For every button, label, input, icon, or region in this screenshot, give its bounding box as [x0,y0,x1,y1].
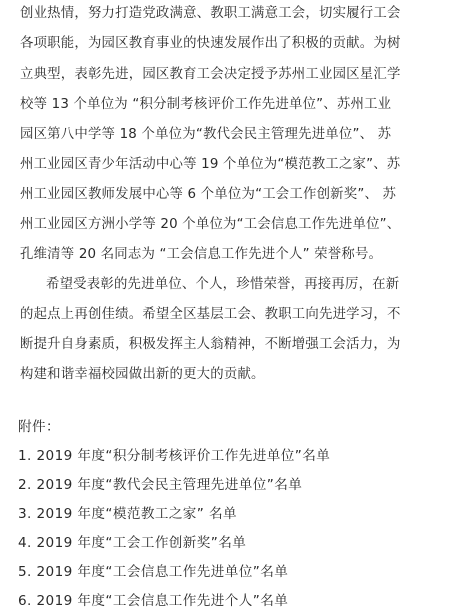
paragraph2-line: 构建和谐幸福校园做出新的更大的贡献。 [20,367,265,382]
attachment-item: 6. 2019 年度“工会信息工作先进个人”名单 [18,593,289,609]
attachments-label: 附件： [18,419,60,435]
paragraph1-line: 立典型，表彰先进，园区教育工会决定授予苏州工业园区星汇学 [20,67,401,82]
paragraph2-line: 的起点上再创佳绩。希望全区基层工会、教职工向先进学习，不 [20,307,401,322]
attachment-item: 5. 2019 年度“工会信息工作先进单位”名单 [18,564,289,580]
attachment-item: 1. 2019 年度“积分制考核评价工作先进单位”名单 [18,448,331,464]
attachment-item: 2. 2019 年度“教代会民主管理先进单位”名单 [18,477,303,493]
paragraph2-line: 断提升自身素质，积极发挥主人翁精神，不断增强工会活力，为 [20,337,401,352]
paragraph1-line: 各项职能，为园区教育事业的快速发展作出了积极的贡献。为树 [20,36,401,51]
paragraph2-line: 希望受表彰的先进单位、个人，珍惜荣誉，再接再厉，在新 [46,277,400,292]
paragraph1-line: 州工业园区青少年活动中心等 19 个单位为“模范教工之家”、苏 [20,157,401,172]
paragraph1-line: 孔维清等 20 名同志为 “工会信息工作先进个人” 荣誉称号。 [20,247,383,262]
attachment-item: 4. 2019 年度“工会工作创新奖”名单 [18,535,247,551]
paragraph1-line: 州工业园区方洲小学等 20 个单位为“工会信息工作先进单位”、 [20,217,401,232]
attachment-item: 3. 2019 年度“模范教工之家” 名单 [18,506,237,522]
paragraph1-line: 园区第八中学等 18 个单位为“教代会民主管理先进单位”、 苏 [20,127,392,142]
paragraph1-line: 校等 13 个单位为 “积分制考核评价工作先进单位”、苏州工业 [20,97,392,112]
paragraph1-line: 州工业园区教师发展中心等 6 个单位为“工会工作创新奖”、 苏 [20,187,397,202]
paragraph1-line: 创业热情，努力打造党政满意、教职工满意工会，切实履行工会 [20,6,401,21]
